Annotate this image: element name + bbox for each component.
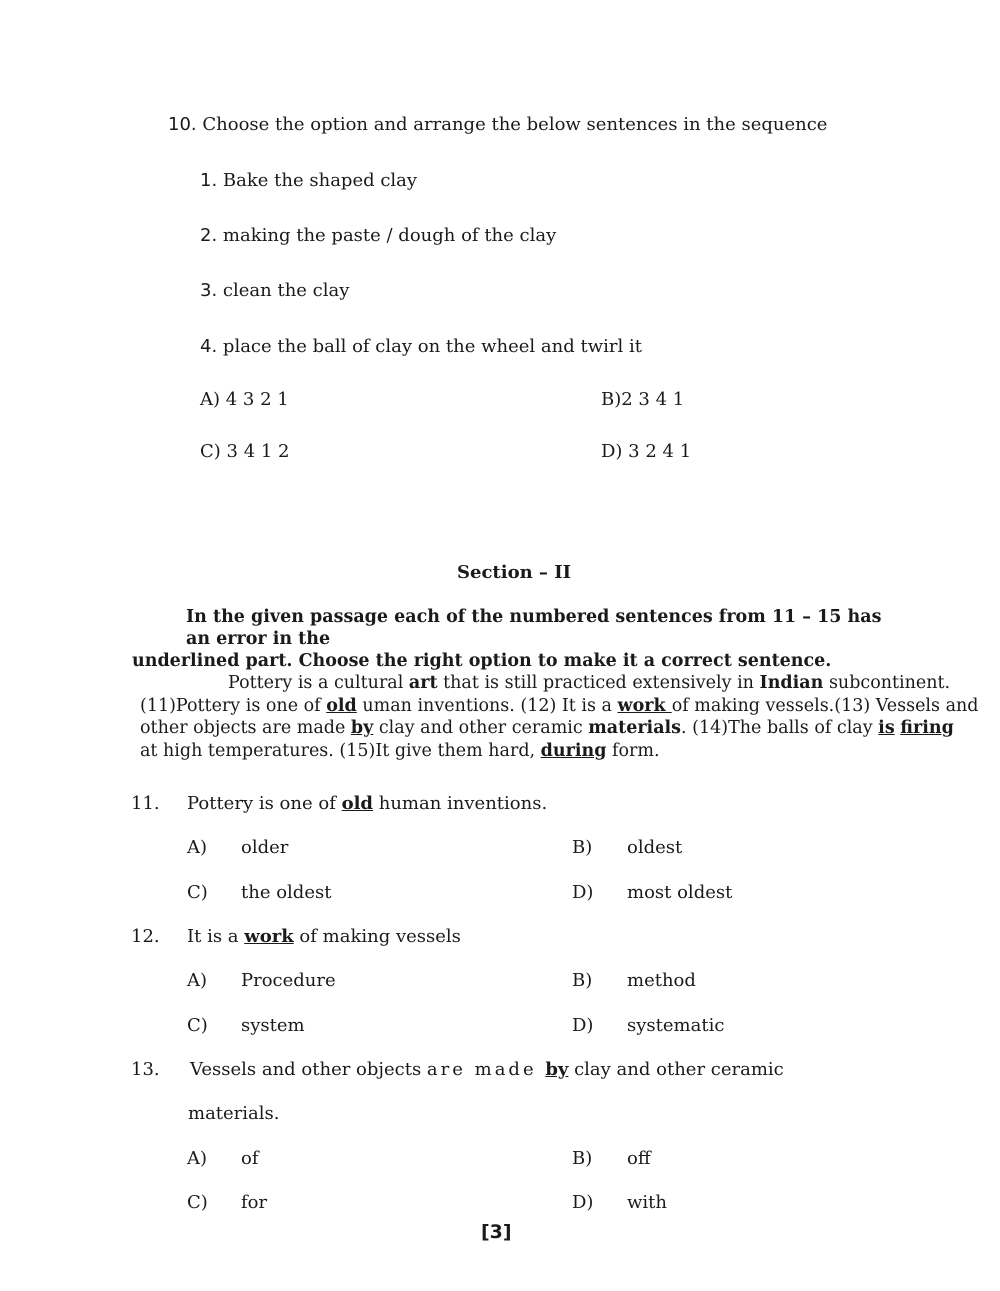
step-item	[200, 225, 556, 246]
step-text: place the ball of clay on the wheel and twirl it	[222, 336, 642, 357]
option-label: A)	[187, 837, 208, 858]
question-text: Pottery is one of old human inventions.	[187, 793, 548, 814]
option-label: C)	[187, 1015, 208, 1036]
step-text: clean the clay	[222, 280, 350, 301]
option-label: A)	[187, 970, 208, 991]
passage-line: Pottery is a cultural art that is still practiced extensively in Indian subcontinent.	[228, 673, 951, 693]
option-b: B)2 3 4 1	[601, 389, 685, 410]
step-text: making the paste / dough of the clay	[222, 225, 557, 246]
option-text: the oldest	[241, 882, 332, 903]
option-text: for	[241, 1192, 268, 1213]
option-label: B)	[572, 837, 593, 858]
option-text: method	[627, 970, 696, 991]
option-label: B)	[572, 970, 593, 991]
option-text: system	[241, 1015, 305, 1036]
question-number: 13.	[131, 1059, 160, 1080]
question-text-continued: materials.	[188, 1103, 280, 1124]
question-number: 10.	[168, 114, 197, 135]
option-text: older	[241, 837, 289, 858]
step-number: 2.	[200, 225, 218, 246]
option-text: of	[241, 1148, 259, 1169]
step-item	[200, 280, 349, 301]
passage-line: other objects are made by clay and other ceramic materials. (14)The balls of clay is firing	[140, 718, 954, 738]
passage	[140, 672, 979, 762]
question-10	[168, 114, 827, 135]
option-d: D) 3 2 4 1	[601, 441, 692, 462]
option-a: A) 4 3 2 1	[200, 389, 289, 410]
option-c: C) 3 4 1 2	[200, 441, 290, 462]
page-number: [3]	[481, 1221, 512, 1243]
option-text: with	[627, 1192, 667, 1213]
option-text: off	[627, 1148, 651, 1169]
option-label: A)	[187, 1148, 208, 1169]
option-text: systematic	[627, 1015, 725, 1036]
option-label: C)	[187, 1192, 208, 1213]
option-label: D)	[572, 882, 594, 903]
option-label: B)	[572, 1148, 593, 1169]
option-text: most oldest	[627, 882, 733, 903]
instructions-line-2: underlined part. Choose the right option to make it a correct sentence.	[132, 651, 832, 671]
passage-line: at high temperatures. (15)It give them hard, during form.	[140, 740, 660, 761]
option-label: D)	[572, 1015, 594, 1036]
question-text: Vessels and other objects are made by clay and other ceramic	[190, 1059, 784, 1080]
question-text: Choose the option and arrange the below sentences in the sequence	[202, 114, 828, 135]
step-number: 3.	[200, 280, 218, 301]
step-number: 1.	[200, 170, 218, 191]
instructions-line-1: In the given passage each of the numbered sentences from 11 – 15 has an error in the	[186, 607, 882, 649]
passage-line: (11)Pottery is one of old uman inventions. (12) It is a work of making vessels.(13) Vessels and	[140, 695, 979, 716]
section-title: Section – II	[457, 562, 572, 583]
step-item	[200, 336, 642, 357]
option-label: C)	[187, 882, 208, 903]
option-text: Procedure	[241, 970, 336, 991]
question-text: It is a work of making vessels	[187, 926, 461, 947]
instructions	[132, 606, 897, 672]
option-label: D)	[572, 1192, 594, 1213]
step-text: Bake the shaped clay	[222, 170, 418, 191]
question-number: 12.	[131, 926, 160, 947]
question-number: 11.	[131, 793, 160, 814]
step-item	[200, 170, 417, 191]
step-number: 4.	[200, 336, 218, 357]
option-text: oldest	[627, 837, 683, 858]
